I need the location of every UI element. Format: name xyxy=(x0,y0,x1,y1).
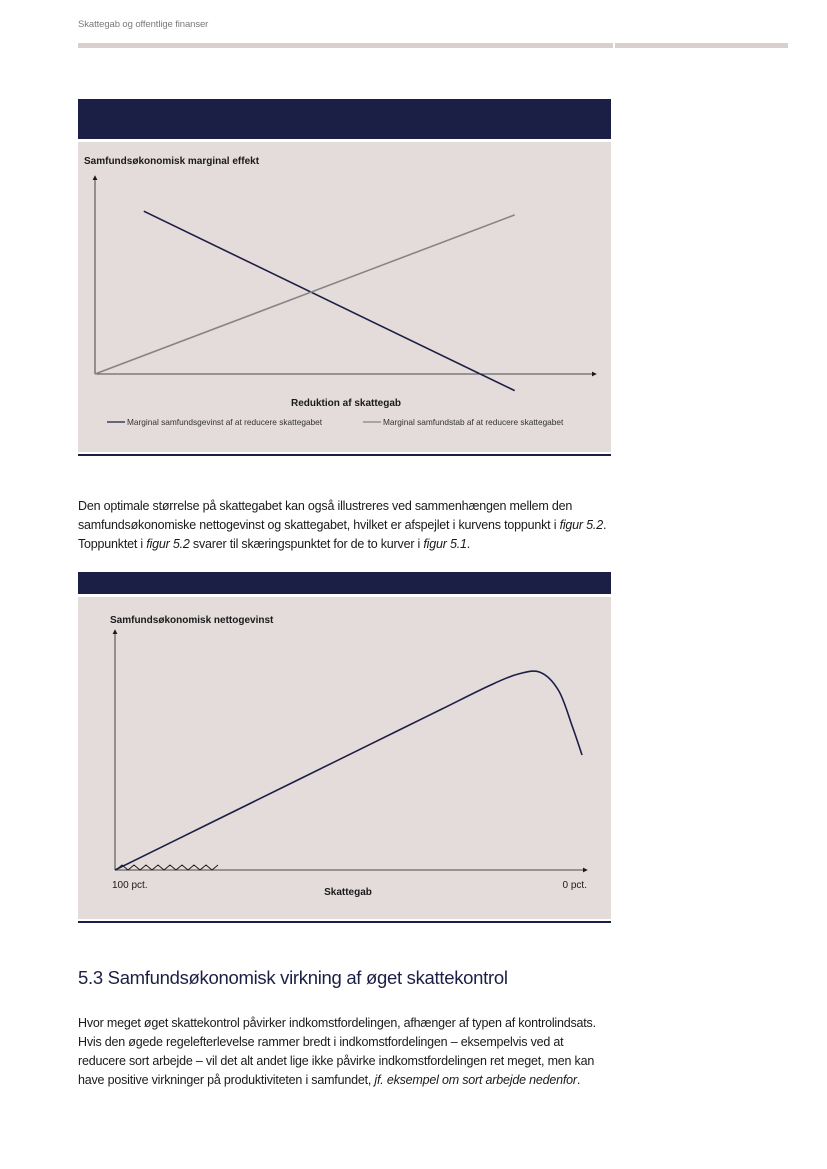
figure-1-legend-loss: Marginal samfundstab af at reducere skattegabet xyxy=(383,417,564,427)
figure-1-chart xyxy=(78,142,611,452)
figure-2-x-tick-100: 100 pct. xyxy=(112,880,148,891)
figure-1-legend-gain: Marginal samfundsgevinst af at reducere skattegabet xyxy=(127,417,323,427)
figure-2-bottom-rule xyxy=(78,921,611,923)
figure-2-axis-break xyxy=(116,865,218,870)
figure-5-2-reference: figur 5.2 xyxy=(559,518,603,532)
paragraph-1: Den optimale størrelse på skattegabet kan også illustreres ved sammenhængen mellem den samfundsøkonomiske nettogevinst og skattegabet, hvilket er afspejlet i kurvens toppunkt i figur 5.2. Toppunktet i figur 5.2 svarer til skæringspunktet for de to kurver i figur 5.1. xyxy=(78,499,607,551)
header-rule xyxy=(78,43,613,48)
figure-2-x-axis-label: Skattegab xyxy=(324,887,372,898)
figure-1-series-loss-line xyxy=(95,215,515,374)
figure-1-y-axis-label: Samfundsøkonomisk marginal effekt xyxy=(84,156,260,167)
figure-2-title-band xyxy=(78,572,611,594)
figure-1-series-gain-line xyxy=(144,211,515,390)
example-reference: jf. eksempel om sort arbejde nedenfor xyxy=(374,1073,577,1087)
figure-2-chart xyxy=(78,597,611,919)
header-rule-margin xyxy=(615,43,788,48)
figure-2-series-net-gain-curve xyxy=(115,671,582,870)
running-head: Skattegab og offentlige finanser xyxy=(78,19,209,30)
paragraph-2: Hvor meget øget skattekontrol påvirker indkomstfordelingen, afhænger af typen af kontrolindsats. Hvis den øgede regelefterlevelse rammer bredt i indkomstfordelingen – eksempelvis ved at reducere sort arbejde – vil det alt andet lige ikke påvirke indkomstfordelingen ret meget, men kan have positive virkninger på produktiviteten i samfundet, jf. eksempel om sort arbejde nedenfor. xyxy=(78,1016,596,1087)
section-heading: 5.3 Samfundsøkonomisk virkning af øget skattekontrol xyxy=(78,967,508,988)
figure-5-1-reference: figur 5.1 xyxy=(423,537,467,551)
figure-1-bottom-rule xyxy=(78,454,611,456)
figure-2-y-axis-label: Samfundsøkonomisk nettogevinst xyxy=(110,615,274,626)
figure-2-panel xyxy=(78,597,611,919)
figure-1-title-band xyxy=(78,99,611,139)
figure-1-x-axis-label: Reduktion af skattegab xyxy=(290,398,402,409)
figure-5-2-reference: figur 5.2 xyxy=(146,537,190,551)
figure-1-panel xyxy=(78,142,611,452)
figure-2-x-tick-0: 0 pct. xyxy=(562,880,587,891)
